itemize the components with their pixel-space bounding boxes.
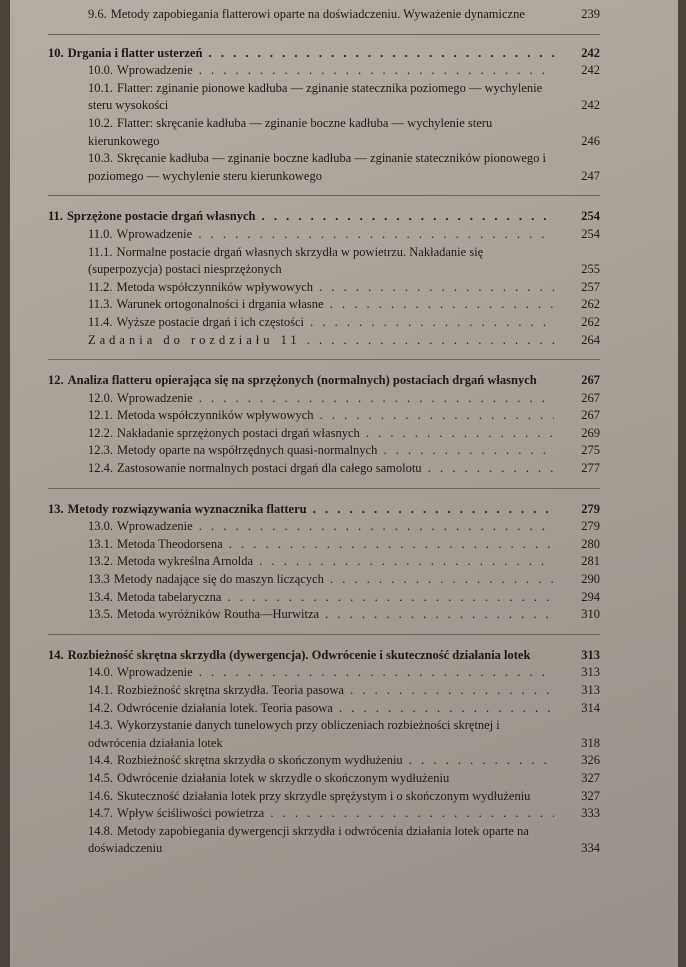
toc-entry-title: Metody zapobiegania dywergencji skrzydła i odwrócenia działania lotek oparte na doświadczeniu xyxy=(88,823,529,856)
section-divider xyxy=(48,34,600,35)
toc-entry xyxy=(48,752,600,770)
toc-entry-number: 14. xyxy=(48,647,64,662)
toc-entry-title: Metoda wykreślna Arnolda xyxy=(117,554,254,569)
toc-entry-number: 11.0. xyxy=(88,226,113,241)
toc-entry-page: 246 xyxy=(581,133,600,148)
toc-entry-page: 313 xyxy=(581,647,600,662)
toc-entry xyxy=(48,425,600,443)
toc-entry xyxy=(48,700,600,718)
toc-entry-page: 239 xyxy=(581,7,600,21)
toc-entry-number: 14.7. xyxy=(88,806,113,821)
toc-entry xyxy=(48,788,600,806)
toc-entry-page: 242 xyxy=(581,63,600,78)
toc-entry-title: Metody zapobiegania flatterowi oparte na doświadczeniu. Wyważenie dynamiczne xyxy=(110,7,525,21)
toc-entry-page: 326 xyxy=(581,753,600,768)
toc-entry-page: 333 xyxy=(581,806,600,821)
toc-entry xyxy=(48,717,600,752)
toc-entry xyxy=(48,244,600,279)
toc-entry xyxy=(48,279,600,297)
toc-entry xyxy=(48,589,600,607)
toc-entry xyxy=(48,664,600,682)
toc-entry-page: 254 xyxy=(581,226,600,241)
toc-entry-number: 14.1. xyxy=(88,683,113,697)
toc-entry-title: Rozbieżność skrętna skrzydła. Teoria pasowa xyxy=(117,683,344,697)
toc-entry-number: 10. xyxy=(48,45,64,60)
section-divider xyxy=(48,488,600,489)
toc-entry-title: Metoda wyróżników Routha—Hurwitza xyxy=(117,607,320,622)
toc-entry-title: Odwrócenie działania lotek. Teoria pasowa xyxy=(117,700,333,715)
toc-entry xyxy=(48,770,600,788)
chapter-heading xyxy=(48,501,600,519)
toc-entry xyxy=(48,606,600,624)
toc-entry-page: 255 xyxy=(581,262,600,277)
toc-entry-number: 12.3. xyxy=(88,443,113,458)
toc-entry-number: 14.8. xyxy=(88,823,113,838)
toc-entry-title: Rozbieżność skrętna skrzydła o skończonym wydłużeniu xyxy=(117,753,403,768)
toc-entry-number: 14.5. xyxy=(88,770,113,785)
chapter-heading xyxy=(48,208,600,226)
toc-entry-title: Metody oparte na współrzędnych quasi-normalnych xyxy=(117,443,378,458)
toc-entry-page: 280 xyxy=(581,536,600,551)
toc-entry-page: 267 xyxy=(581,408,600,423)
toc-entry-number: 11.2. xyxy=(88,279,113,294)
toc-entry-page: 318 xyxy=(581,735,600,750)
toc-entry xyxy=(48,80,600,115)
toc-entry-page: 267 xyxy=(581,373,600,388)
toc-entry-number: 14.6. xyxy=(88,788,113,803)
toc-entry xyxy=(48,332,600,350)
toc-entry-page: 314 xyxy=(581,700,600,715)
section-divider xyxy=(48,634,600,635)
toc-entry xyxy=(48,150,600,185)
toc-entry-title: Sprzężone postacie drgań własnych xyxy=(66,209,256,224)
toc-entry-number: 10.1. xyxy=(88,80,113,95)
chapter-heading xyxy=(48,372,600,390)
toc-entry-title: Metoda współczynników wpływowych xyxy=(116,279,314,294)
toc-entry-page: 294 xyxy=(581,589,600,604)
toc-entry xyxy=(48,314,600,332)
table-of-contents xyxy=(48,6,600,858)
toc-entry-number: 12. xyxy=(48,373,64,388)
toc-entry xyxy=(48,823,600,858)
toc-entry-number: 13.5. xyxy=(88,607,113,622)
toc-entry xyxy=(48,518,600,536)
toc-entry-title: Nakładanie sprzężonych postaci drgań własnych xyxy=(117,425,360,440)
toc-entry xyxy=(48,442,600,460)
toc-entry-title: Zastosowanie normalnych postaci drgań dla całego samolotu xyxy=(117,461,422,476)
toc-entry-page: 334 xyxy=(581,841,600,856)
toc-entry-title: Warunek ortogonalności i drgania własne xyxy=(116,297,324,312)
toc-entry-page: 247 xyxy=(581,168,600,183)
toc-entry-page: 254 xyxy=(581,209,600,224)
toc-entry-number: 11.3. xyxy=(88,297,113,312)
toc-entry-title: Metoda Theodorsena xyxy=(117,536,223,551)
toc-entry-page: 262 xyxy=(581,297,600,312)
toc-entry-number: 11.4. xyxy=(88,314,113,329)
toc-entry-number: 13. xyxy=(48,501,64,516)
toc-entry-title: Wyższe postacie drgań i ich częstości xyxy=(116,314,305,329)
toc-entry xyxy=(48,62,600,80)
toc-entry-title: Metody rozwiązywania wyznacznika flatteru xyxy=(67,501,307,516)
toc-entry-page: 327 xyxy=(581,788,600,803)
toc-entry-number: 14.0. xyxy=(88,665,113,680)
chapter-heading xyxy=(48,45,600,63)
toc-entry-page: 275 xyxy=(581,443,600,458)
toc-entry-page: 242 xyxy=(581,45,600,60)
toc-entry xyxy=(48,407,600,425)
toc-entry-title: Metoda tabelaryczna xyxy=(117,589,222,604)
toc-entry-title: Wykorzystanie danych tunelowych przy obliczeniach rozbieżności skrętnej i odwrócenia działania lotek xyxy=(88,718,500,750)
toc-entry-page: 290 xyxy=(581,572,600,587)
toc-entry-number: 13.2. xyxy=(88,554,113,569)
toc-entry-page: 277 xyxy=(581,461,600,476)
toc-entry-page: 313 xyxy=(581,683,600,697)
toc-entry-number: 10.2. xyxy=(88,115,113,130)
toc-entry-title: Normalne postacie drgań własnych skrzydła w powietrzu. Nakładanie się (superpozycja) postaci niesprzężonych xyxy=(88,244,484,277)
section-divider xyxy=(48,195,600,196)
toc-entry-page: 257 xyxy=(581,279,600,294)
toc-entry-number: 12.0. xyxy=(88,390,113,405)
toc-entry xyxy=(48,115,600,150)
toc-entry-number: 14.4. xyxy=(88,753,113,768)
toc-entry-number: 9.6. xyxy=(88,7,107,21)
toc-entry-title: Wprowadzenie xyxy=(117,665,193,680)
toc-entry-page: 264 xyxy=(581,332,600,347)
toc-entry-title: Wprowadzenie xyxy=(117,390,193,405)
toc-entry-page: 279 xyxy=(581,501,600,516)
toc-entry-title: Wprowadzenie xyxy=(117,519,193,534)
toc-entry-page: 313 xyxy=(581,665,600,680)
toc-entry-title: Wprowadzenie xyxy=(117,63,193,78)
chapter-heading xyxy=(48,647,600,665)
toc-entry xyxy=(48,296,600,314)
toc-entry-page: 267 xyxy=(581,390,600,405)
toc-entry-number: 13.4. xyxy=(88,589,113,604)
toc-entry-title: Rozbieżność skrętna skrzydła (dywergencja). Odwrócenie i skuteczność działania lotek xyxy=(67,647,531,662)
toc-entry-title: Flatter: zginanie pionowe kadłuba — zginanie statecznika poziomego — wychylenie steru wysokości xyxy=(88,80,543,113)
toc-entry-page: 310 xyxy=(581,607,600,622)
toc-entry xyxy=(48,553,600,571)
toc-entry-title: Analiza flatteru opierająca się na sprzężonych (normalnych) postaciach drgań własnych xyxy=(67,373,537,388)
toc-entry-number: 12.1. xyxy=(88,408,113,423)
toc-entry xyxy=(48,536,600,554)
toc-entry-number: 13.3 xyxy=(88,572,110,587)
toc-entry-number: 11.1. xyxy=(88,244,113,259)
toc-entry xyxy=(48,682,600,700)
toc-entry-title: Wprowadzenie xyxy=(116,226,193,241)
toc-entry-number: 12.4. xyxy=(88,461,113,476)
toc-entry xyxy=(48,390,600,408)
toc-entry-number: 14.2. xyxy=(88,700,113,715)
toc-entry xyxy=(48,805,600,823)
toc-entry-number: 10.0. xyxy=(88,63,113,78)
toc-entry-number: 10.3. xyxy=(88,151,113,166)
toc-entry-title: Metoda współczynników wpływowych xyxy=(117,408,314,423)
toc-entry-number: 12.2. xyxy=(88,425,113,440)
toc-entry-number: 11. xyxy=(48,209,63,224)
toc-entry xyxy=(48,226,600,244)
toc-entry-page: 327 xyxy=(581,770,600,785)
toc-entry-title: Flatter: skręcanie kadłuba — zginanie boczne kadłuba — wychylenie steru kierunkowego xyxy=(88,115,493,148)
toc-entry xyxy=(48,460,600,478)
toc-entry-page: 269 xyxy=(581,425,600,440)
toc-entry-page: 262 xyxy=(581,314,600,329)
toc-entry-title: Zadania do rozdziału 11 xyxy=(88,332,301,347)
section-divider xyxy=(48,359,600,360)
toc-entry-number: 13.1. xyxy=(88,536,113,551)
toc-entry-title: Skuteczność działania lotek przy skrzydle sprężystym i o skończonym wydłużeniu xyxy=(117,788,531,803)
toc-entry-page: 279 xyxy=(581,519,600,534)
toc-entry-number: 14.3. xyxy=(88,718,113,733)
toc-entry-title: Metody nadające się do maszyn liczących xyxy=(113,572,324,587)
toc-entry xyxy=(48,571,600,589)
toc-entry-title: Odwrócenie działania lotek w skrzydle o skończonym wydłużeniu xyxy=(117,770,450,785)
toc-entry-intro xyxy=(48,6,600,24)
toc-entry-page: 242 xyxy=(581,98,600,113)
toc-entry-page: 281 xyxy=(581,554,600,569)
book-page xyxy=(10,0,678,967)
toc-entry-title: Wpływ ściśliwości powietrza xyxy=(117,806,265,821)
toc-entry-title: Drgania i flatter usterzeń xyxy=(67,45,203,60)
toc-entry-title: Skręcanie kadłuba — zginanie boczne kadłuba — zginanie stateczników pionowego i poziomego — wychylenie steru kierunkowego xyxy=(88,151,547,183)
toc-entry-number: 13.0. xyxy=(88,519,113,534)
